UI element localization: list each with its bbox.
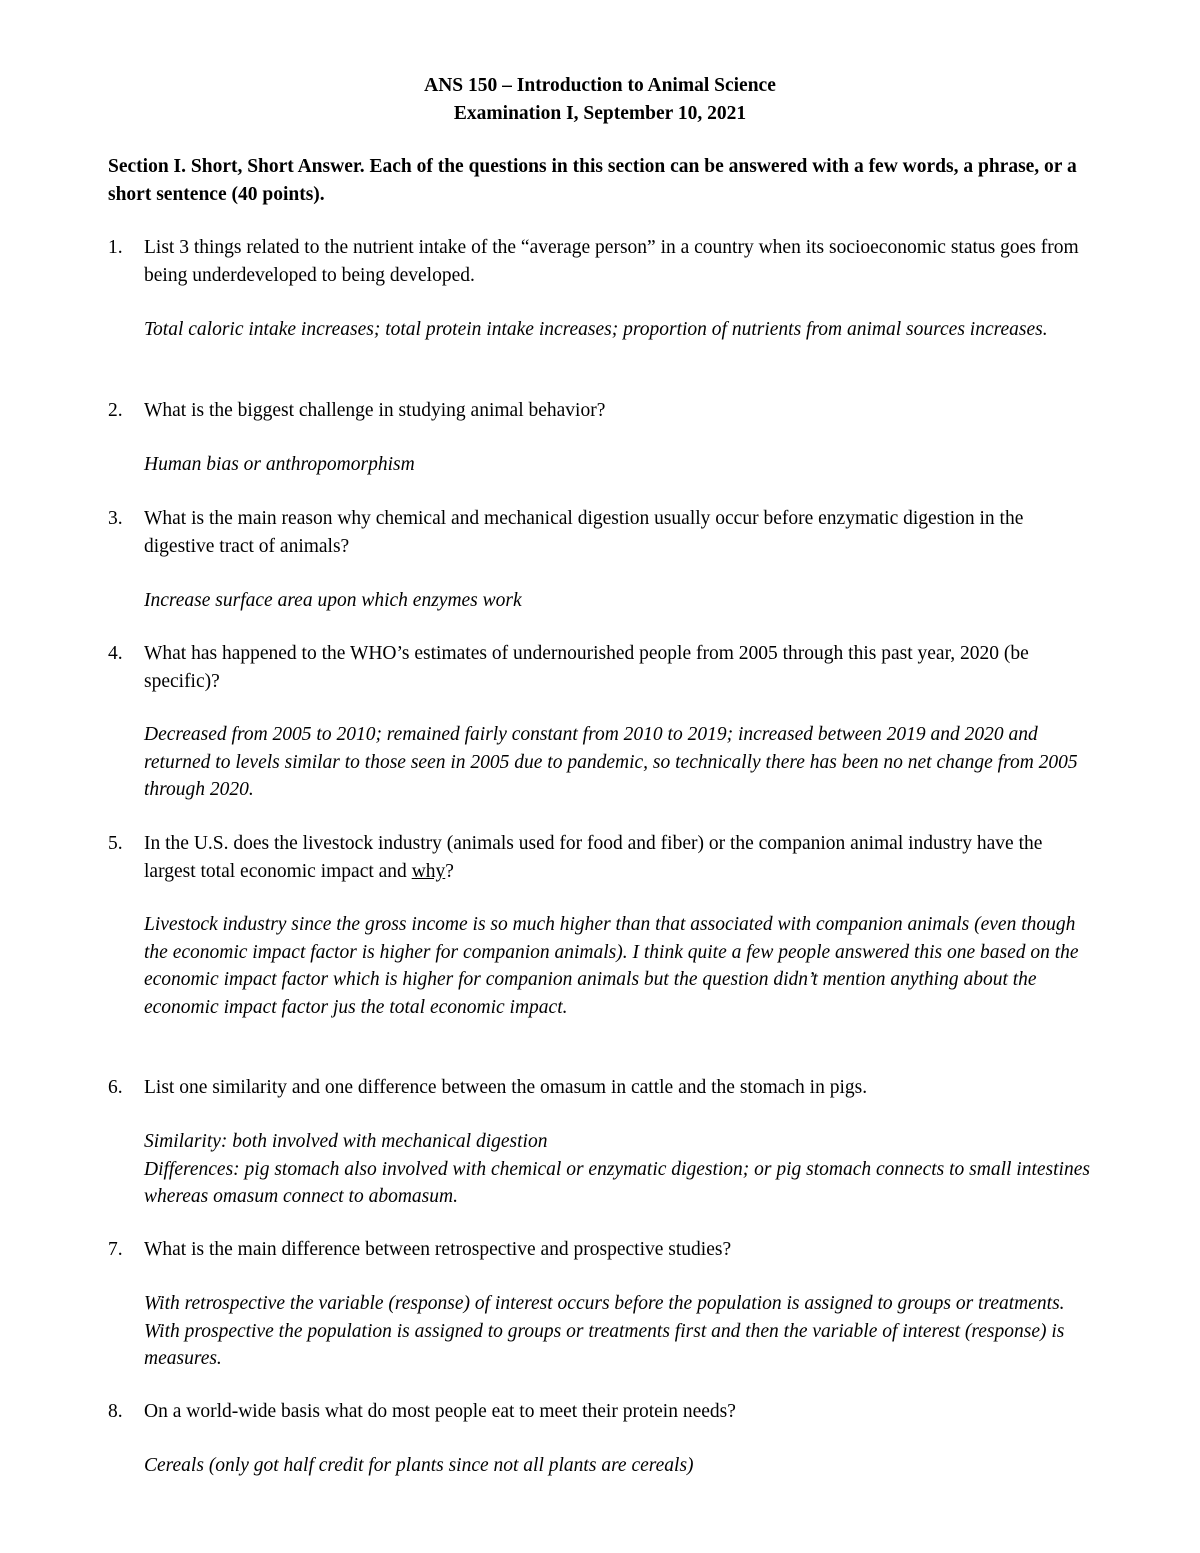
course-title: ANS 150 – Introduction to Animal Science [424, 75, 776, 96]
question-3 [108, 505, 1093, 561]
question-text: List one similarity and one difference between the omasum in cattle and the stomach in pigs. [144, 1077, 868, 1098]
answer-7: With retrospective the variable (response) of interest occurs before the population is assigned to groups or treatments. With prospective the population is assigned to groups or treatments first and then the variable of interest (response) is measures. [144, 1293, 1065, 1369]
question-number: 7. [108, 1239, 123, 1260]
question-5 [108, 830, 1093, 886]
question-text [144, 830, 1093, 886]
question-text: What is the main reason why chemical and mechanical digestion usually occur before enzymatic digestion in the digestive tract of animals? [144, 508, 1024, 557]
question-4 [108, 640, 1093, 696]
answer-4: Decreased from 2005 to 2010; remained fairly constant from 2010 to 2019; increased between 2019 and 2020 and returned to levels similar to those seen in 2005 due to pandemic, so technically there has been no net change from 2005 through 2020. [144, 724, 1078, 800]
answer-3: Increase surface area upon which enzymes work [144, 590, 522, 611]
question-number: 8. [108, 1401, 123, 1422]
section-heading: Section I. Short, Short Answer. Each of the questions in this section can be answered with a few words, a phrase, or a short sentence (40 points). [108, 156, 1077, 205]
answer-8: Cereals (only got half credit for plants since not all plants are cereals) [144, 1455, 694, 1476]
question-number: 6. [108, 1077, 123, 1098]
answer-6 [144, 1128, 1099, 1211]
question-text: What is the main difference between retrospective and prospective studies? [144, 1239, 732, 1260]
question-text: List 3 things related to the nutrient intake of the “average person” in a country when its socioeconomic status goes from being underdeveloped to being developed. [144, 237, 1079, 286]
question-number: 1. [108, 237, 123, 258]
answer-6-differences: Differences: pig stomach also involved with chemical or enzymatic digestion; or pig stomach connects to small intestines whereas omasum connect to abomasum. [144, 1158, 1090, 1207]
answer-5: Livestock industry since the gross income is so much higher than that associated with companion animals (even though the economic impact factor is higher for companion animals). I think quite a few people answered this one based on the economic impact factor which is higher for companion animals but the question didn’t mention anything about the economic impact factor jus the total economic impact. [144, 914, 1079, 1018]
question-number: 5. [108, 833, 123, 854]
question-number: 3. [108, 508, 123, 529]
question-text: What has happened to the WHO’s estimates of undernourished people from 2005 through this past year, 2020 (be specific)? [144, 643, 1029, 692]
question-1 [108, 234, 1093, 290]
question-2 [108, 397, 1093, 425]
question-8 [108, 1398, 1093, 1426]
question-text: What is the biggest challenge in studying animal behavior? [144, 400, 606, 421]
answer-1: Total caloric intake increases; total protein intake increases; proportion of nutrients from animal sources increases. [144, 319, 1048, 340]
question-6 [108, 1074, 1093, 1102]
question-number: 2. [108, 400, 123, 421]
question-number: 4. [108, 643, 123, 664]
answer-6-similarity: Similarity: both involved with mechanical digestion [144, 1131, 548, 1152]
question-7 [108, 1236, 1093, 1264]
underlined-why: why [411, 861, 446, 882]
question-text-end: ? [445, 861, 454, 882]
question-text-start: In the U.S. does the livestock industry (animals used for food and fiber) or the companion animal industry have the largest total economic impact and [144, 833, 1043, 882]
answer-2: Human bias or anthropomorphism [144, 454, 415, 475]
exam-title: Examination I, September 10, 2021 [453, 103, 747, 124]
question-text: On a world-wide basis what do most people eat to meet their protein needs? [144, 1401, 736, 1422]
